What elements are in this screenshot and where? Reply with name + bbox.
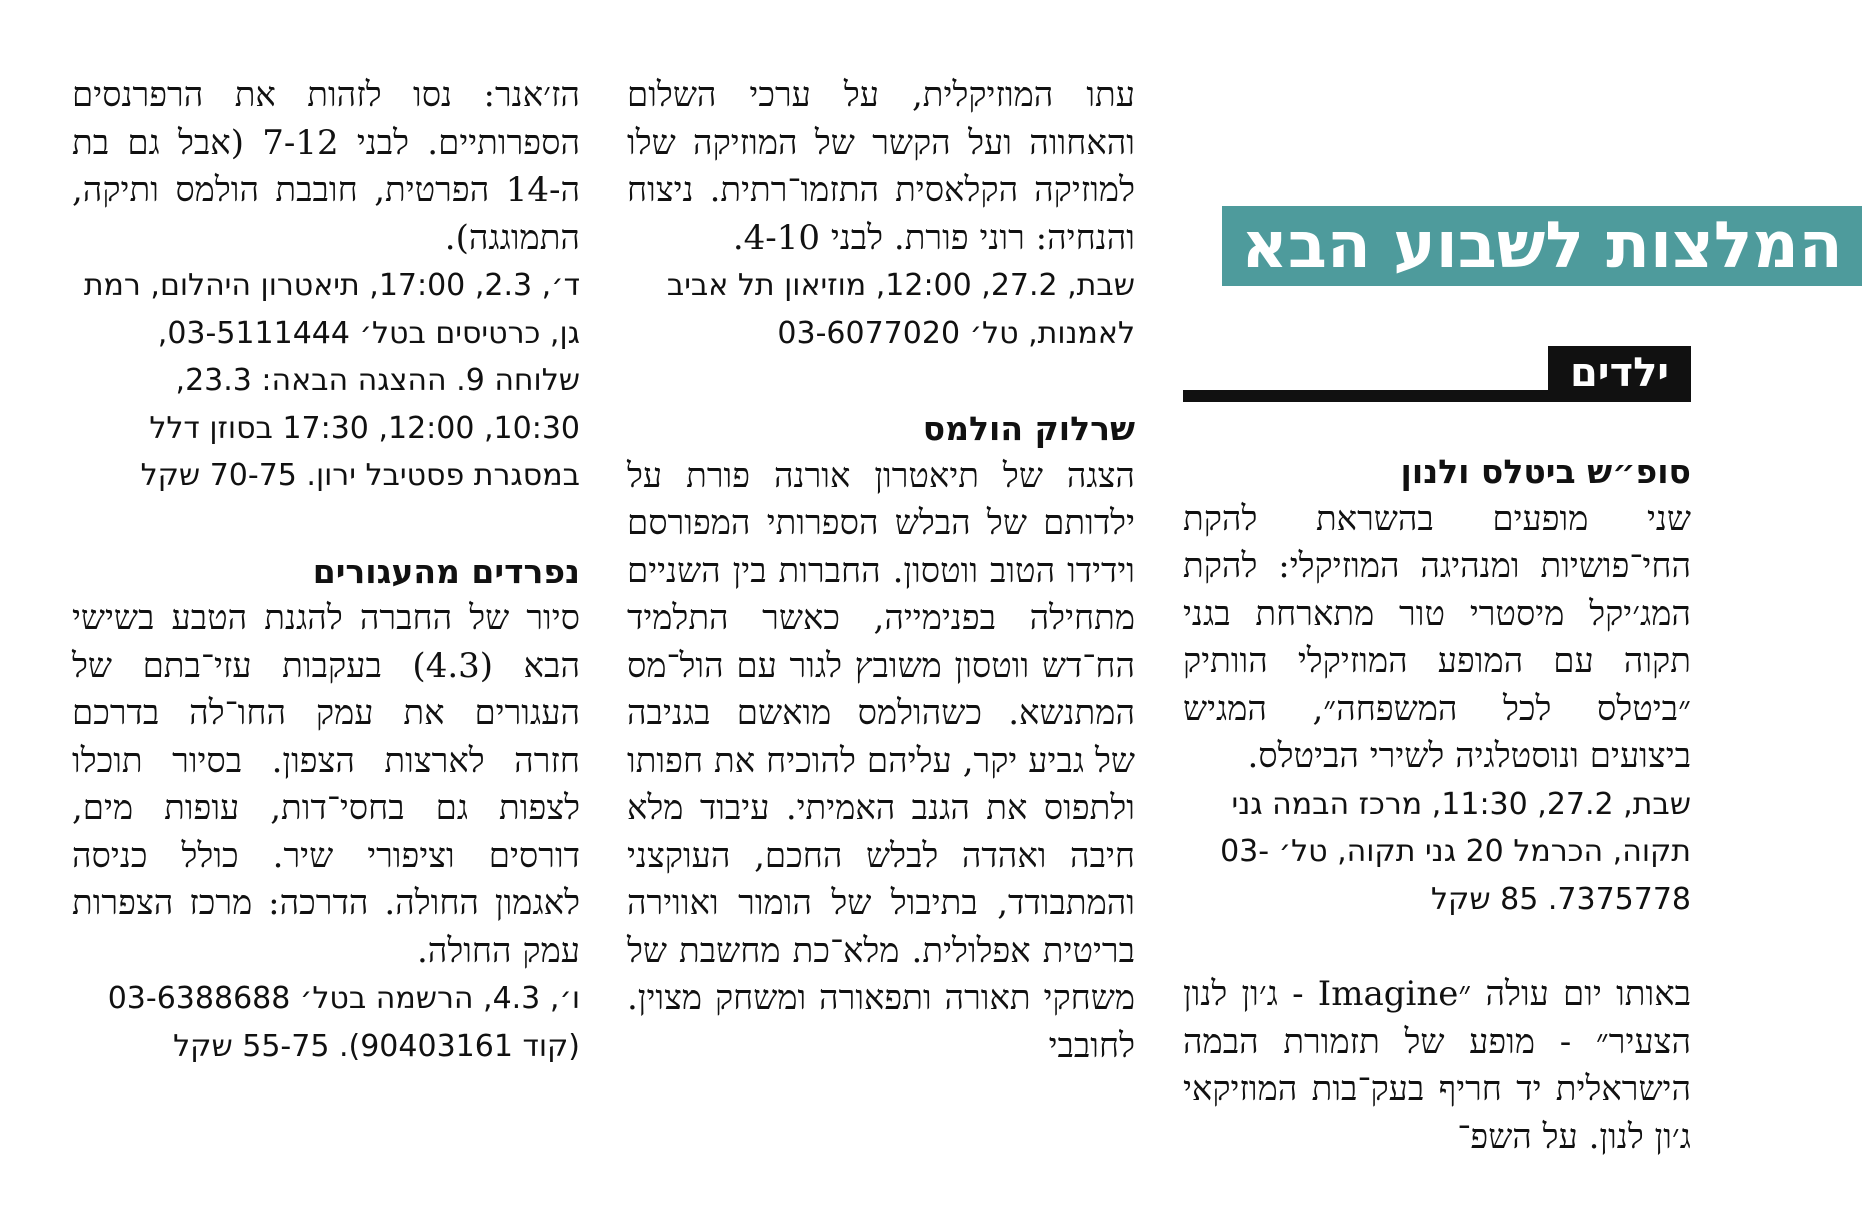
item-info-imagine: שבת, 27.2, 12:00, מוזיאון תל אביב לאמנות, טל׳ 03-6077020 xyxy=(666,268,1135,351)
spacer xyxy=(1183,923,1691,971)
item-title-cranes: נפרדים מהעגורים xyxy=(312,551,580,591)
column-middle xyxy=(627,72,1135,1070)
item-title-beatles-weekend: סופ״ש ביטלס ולנון xyxy=(1400,452,1691,491)
item-body-sherlock: הצגה של תיאטרון אורנה פורת על ילדותם של הבלש הספרותי המפורסם וידידו הטוב ווטסון. החברות בין השניים מתחילה בפנימייה, כאשר התלמיד הח־דש ווטסון משובץ לגור עם הול־מס המתנשא. כשהולמס מואשם בגניבה של גביע יקר, עליהם להוכיח את חפותו ולתפוס את הגנב האמיתי. עיבוד מלא חיבה ואהדה לבלש החכם, העוקצני והמתבודד, בתיבול של הומור ואווירה בריטית אפלולית. מלא־כת מחשבת של משחקי תאורה ותפאורה ומשחק מצוין. לחובבי xyxy=(627,455,1135,1066)
item-info-beatles-weekend: שבת, 27.2, 11:30, מרכז הבמה גני תקוה, הכרמל 20 גני תקוה, טל׳ 03-7375778. 85 שקל xyxy=(1220,786,1691,917)
item-body-imagine: באותו יום עולה ״Imagine - ג׳ון לנון הצעיר״ - מופע של תזמורת הבמה הישראלית יד חריף בעק־בות המוזיקאי ג׳ון לנון. על השפ־ xyxy=(1183,974,1691,1157)
item-body-sherlock-continued: הז׳אנר: נסו לזהות את הרפרנסים הספרותיים. לבני 7-12 (אבל גם בת ה-14 הפרטית, חובבת הולמס ותיקה, התמוגגה). xyxy=(72,75,581,258)
item-body-cranes: סיור של החברה להגנת הטבע בשישי הבא (4.3) בעקבות עזי־בתם של העגורים את עמק החו־לה בדרכם חזרה לארצות הצפון. בסיור תוכלו לצפות גם בחסי־דות, עופות מים, דורסים וציפורי שיר. כולל כניסה לאגמון החולה. הדרכה: מרכז הצפרות עמק החולה. xyxy=(72,598,580,971)
column-left xyxy=(72,72,580,1070)
item-info-cranes: ו׳, 4.3, הרשמה בטל׳ 03-6388688 (קוד 90403161). 55-75 שקל xyxy=(107,981,580,1064)
item-title-sherlock: שרלוק הולמס xyxy=(922,409,1135,448)
page-banner-title: המלצות לשבוע הבא xyxy=(1222,206,1862,286)
spacer xyxy=(627,357,1135,405)
item-body-imagine-continued: עתו המוזיקלית, על ערכי השלום והאחווה ועל הקשר של המוזיקה שלו למוזיקה הקלאסית התזמו־רתית. ניצוח והנחיה: רוני פורת. לבני 4-10. xyxy=(627,75,1135,258)
column-right xyxy=(1183,448,1691,1161)
item-body-beatles-weekend: שני מופעים בהשראת להקת החי־פושיות ומנהיגה המוזיקלי: להקת המג׳יקל מיסטרי טור מתארחת בגני תקוה עם המופע המוזיקלי הוותיק ״ביטלס לכל המשפחה״, המגיש ביצועים ונוסטלגיה לשירי הביטלס. xyxy=(1183,498,1691,776)
spacer xyxy=(72,500,580,548)
section-tag-kids: ילדים xyxy=(1548,346,1691,402)
item-info-sherlock: ד׳, 2.3, 17:00, תיאטרון היהלום, רמת גן, כרטיסים בטל׳ 03-5111444, שלוחה 9. ההצגה הבאה: 23.3, 10:30, 12:00, 17:30 בסוזן דלל במסגרת פסטיבל ירון. 70-75 שקל xyxy=(83,268,580,493)
